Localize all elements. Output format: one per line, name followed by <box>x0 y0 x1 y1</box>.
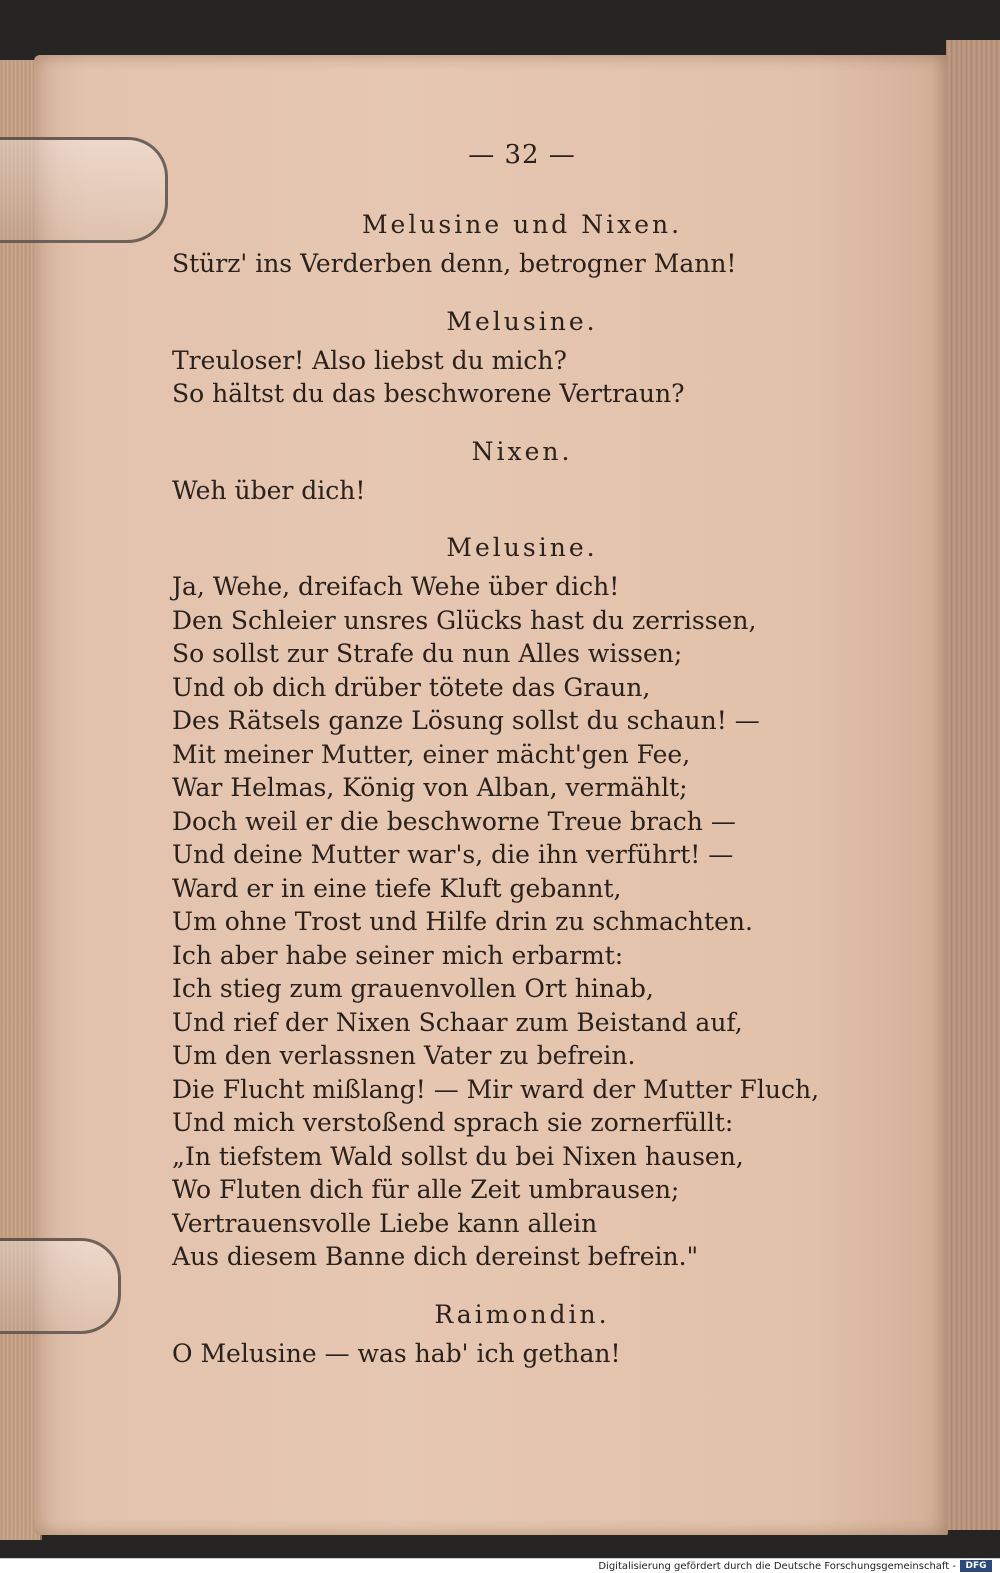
verse-line: So hältst du das beschworene Vertraun? <box>172 379 685 408</box>
page-clip-top <box>0 137 168 243</box>
verse-line: Ja, Wehe, dreifach Wehe über dich! <box>172 572 620 601</box>
verse-line: So sollst zur Strafe du nun Alles wissen; <box>172 639 683 668</box>
verse-line: Und rief der Nixen Schaar zum Beistand auf, <box>172 1007 743 1037</box>
verse-line: Die Flucht mißlang! — Mir ward der Mutter Fluch, <box>172 1074 820 1104</box>
verse-line: Stürz' ins Verderben denn, betrogner Mann! <box>172 249 737 278</box>
verse-line: Ich stieg zum grauenvollen Ort hinab, <box>172 974 654 1003</box>
verse-line: Ich aber habe seiner mich erbarmt: <box>172 940 624 970</box>
verse-line: Wo Fluten dich für alle Zeit umbrausen; <box>172 1175 680 1204</box>
scene-title: Melusine und Nixen. <box>361 210 683 239</box>
verse-line: Und ob dich drüber tötete das Graun, <box>172 672 651 702</box>
dialogue <box>172 247 872 1382</box>
verse-line: Des Rätsels ganze Lösung sollst du schaun! — <box>172 706 760 735</box>
verse-line: Mit meiner Mutter, einer mächt'gen Fee, <box>172 739 691 769</box>
verse-line: Weh über dich! <box>172 475 366 505</box>
right-page-edges <box>946 40 1000 1530</box>
verse-line: Treuloser! Also liebst du mich? <box>172 345 567 375</box>
dfg-logo: DFG <box>960 1560 992 1572</box>
verse-line: Und mich verstoßend sprach sie zornerfüllt: <box>172 1108 734 1137</box>
verse-line: War Helmas, König von Alban, vermählt; <box>172 773 688 802</box>
verse-line: Und deine Mutter war's, die ihn verführt! — <box>172 840 734 869</box>
footer-credit: Digitalisierung gefördert durch die Deutsche Forschungsgemeinschaft - <box>598 1561 956 1572</box>
verse-line: Doch weil er die beschworne Treue brach — <box>172 806 736 836</box>
footer-bar <box>0 1558 1000 1573</box>
verse-line: O Melusine — was hab' ich gethan! <box>172 1338 621 1368</box>
verse-line: Um den verlassnen Vater zu befrein. <box>172 1041 636 1070</box>
verse-line: Ward er in eine tiefe Kluft gebannt, <box>172 873 622 903</box>
verse-line: Um ohne Trost und Hilfe drin zu schmachten. <box>172 907 753 936</box>
speaker-heading: Melusine. <box>446 306 598 336</box>
verse-line: „In tiefstem Wald sollst du bei Nixen hausen, <box>172 1141 744 1171</box>
page-clip-bottom <box>0 1238 121 1334</box>
verse-line: Vertrauensvolle Liebe kann allein <box>172 1208 598 1238</box>
speaker-heading: Raimondin. <box>434 1299 610 1329</box>
speaker-heading: Melusine. <box>446 533 598 562</box>
verse-line: Den Schleier unsres Glücks hast du zerrissen, <box>172 605 757 635</box>
page-text <box>172 140 872 1382</box>
page-number: — 32 — <box>468 140 576 170</box>
verse-line: Aus diesem Banne dich dereinst befrein." <box>172 1242 699 1271</box>
speaker-heading: Nixen. <box>471 436 573 466</box>
